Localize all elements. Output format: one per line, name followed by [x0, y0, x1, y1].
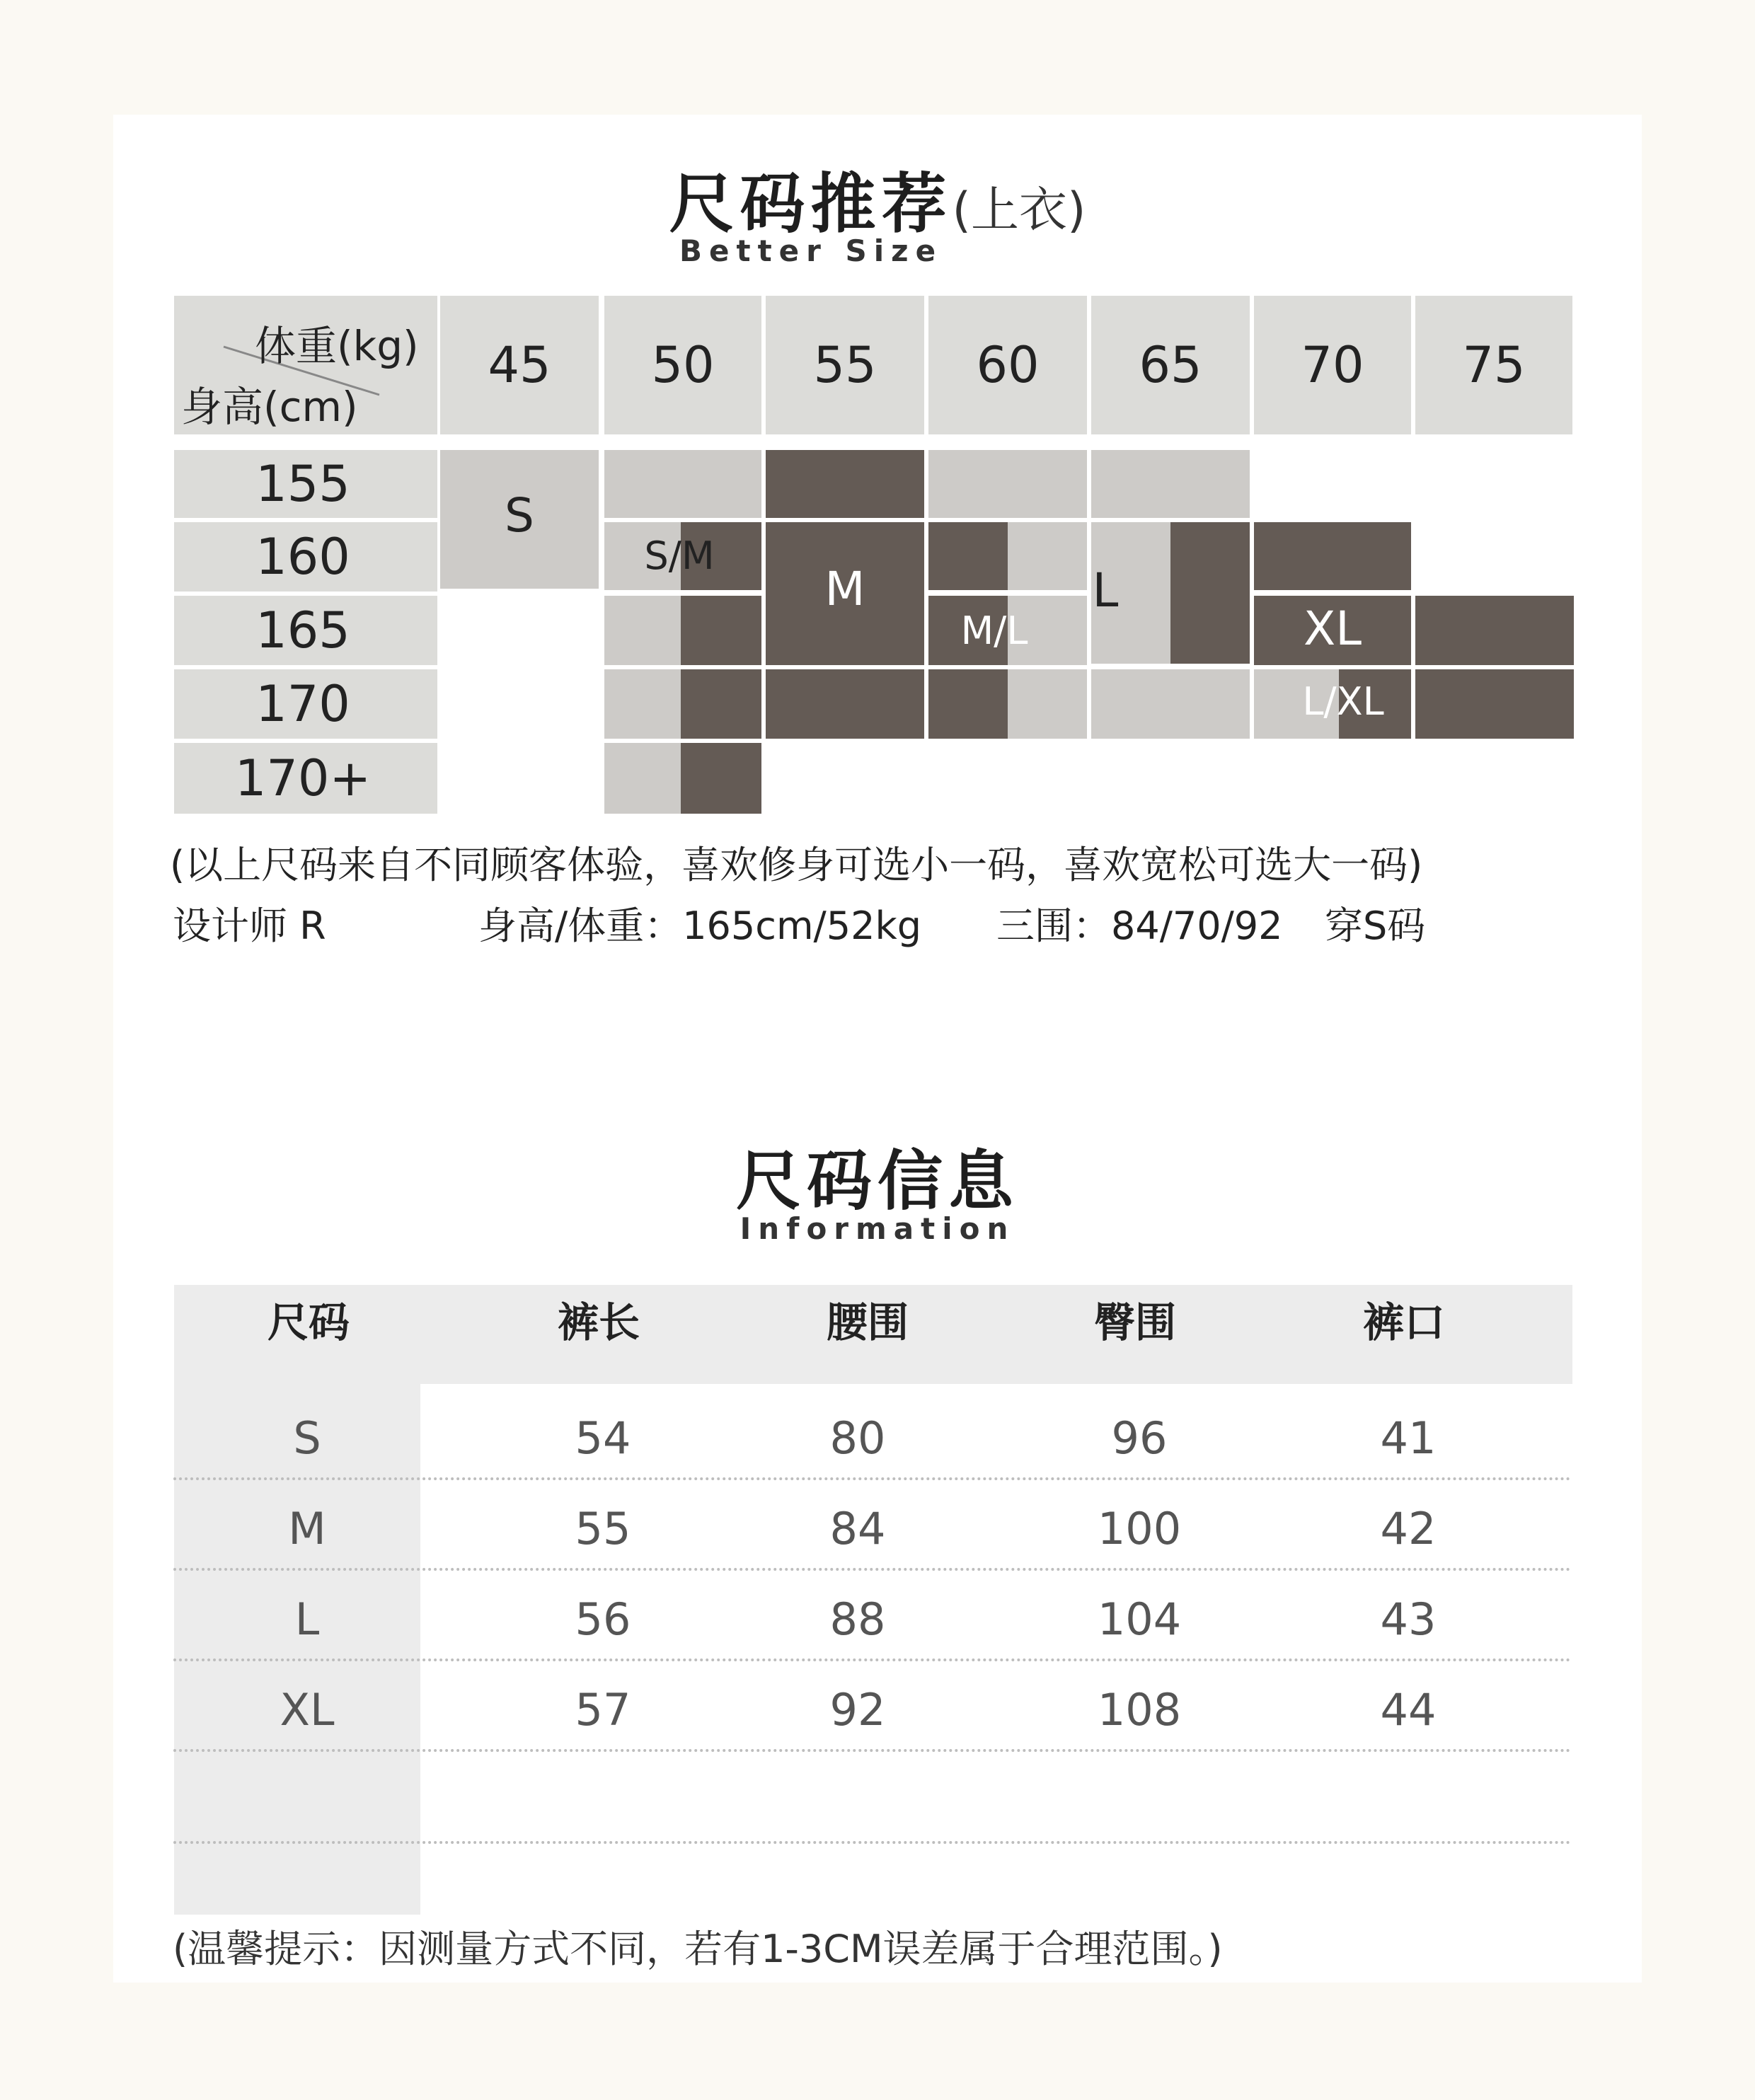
recommend-subtitle: Better Size — [679, 233, 943, 268]
measurement-cell: 42 — [1380, 1503, 1437, 1554]
measurement-cell: 100 — [1097, 1503, 1182, 1554]
measurement-cell: 57 — [575, 1684, 631, 1736]
designer-size: 穿S码 — [1325, 904, 1426, 948]
size-label-m: M — [824, 562, 865, 616]
weight-header-cell: 65 — [1091, 296, 1250, 434]
row-divider — [173, 1477, 1571, 1480]
designer-name: 设计师 R — [173, 904, 326, 948]
measurement-cell: 88 — [829, 1593, 886, 1645]
weight-header-cell: 50 — [604, 296, 761, 434]
measurement-cell: 41 — [1380, 1412, 1437, 1464]
size-label-l: L — [1092, 563, 1119, 618]
measurement-cell: 54 — [575, 1412, 631, 1464]
grid-cell — [1091, 669, 1250, 739]
grid-cell — [681, 743, 761, 814]
grid-cell — [604, 743, 681, 814]
measurement-cell: 104 — [1097, 1593, 1182, 1645]
measurement-cell: 44 — [1380, 1684, 1437, 1736]
height-header-cell: 160 — [174, 522, 437, 592]
grid-cell — [1254, 522, 1411, 590]
row-divider — [173, 1658, 1571, 1661]
measurement-cell: 56 — [575, 1593, 631, 1645]
row-divider — [173, 1749, 1571, 1752]
grid-cell — [766, 669, 924, 739]
row-divider — [173, 1568, 1571, 1571]
grid-cell — [1008, 669, 1087, 739]
info-column-header: 臀围 — [1093, 1298, 1176, 1346]
info-column-header: 裤长 — [557, 1298, 640, 1346]
info-title: 尺码信息 — [735, 1143, 1019, 1219]
size-label-m-l: M/L — [960, 608, 1028, 653]
size-cell: S — [293, 1412, 321, 1464]
recommend-title-block — [0, 152, 1755, 246]
grid-cell — [604, 596, 681, 665]
height-header-cell: 170+ — [174, 743, 437, 814]
size-cell: XL — [280, 1684, 335, 1736]
info-column-header: 尺码 — [267, 1298, 350, 1346]
info-column-header: 腰围 — [826, 1298, 909, 1346]
measurement-cell: 84 — [829, 1503, 886, 1554]
grid-cell — [1415, 669, 1574, 739]
height-axis-label: 身高(cm) — [181, 383, 358, 431]
grid-cell — [604, 669, 681, 739]
recommend-title-suffix: (上衣) — [952, 183, 1086, 238]
grid-cell — [1415, 596, 1574, 665]
grid-cell — [604, 450, 761, 518]
weight-header-cell: 75 — [1415, 296, 1572, 434]
weight-header-cell: 55 — [766, 296, 924, 434]
recommend-title: 尺码推荐 — [669, 166, 953, 242]
size-label-l-xl: L/XL — [1302, 679, 1384, 724]
recommend-note: (以上尺码来自不同顾客体验，喜欢修身可选小一码，喜欢宽松可选大一码) — [170, 843, 1423, 887]
grid-cell — [766, 450, 924, 518]
grid-cell — [681, 596, 761, 665]
weight-axis-label: 体重(kg) — [255, 322, 419, 370]
designer-height-weight: 身高/体重：165cm/52kg — [478, 904, 922, 948]
size-label-s: S — [505, 488, 534, 543]
size-label-s-m: S/M — [644, 533, 715, 578]
size-label-xl: XL — [1304, 601, 1362, 656]
weight-header-cell: 70 — [1254, 296, 1411, 434]
grid-cell — [928, 450, 1087, 518]
measurement-cell: 92 — [829, 1684, 886, 1736]
grid-cell — [681, 669, 761, 739]
grid-cell — [928, 522, 1008, 590]
size-cell: M — [288, 1503, 326, 1554]
measurement-cell: 80 — [829, 1412, 886, 1464]
measurement-tip: (温馨提示：因测量方式不同，若有1-3CM误差属于合理范围。) — [173, 1927, 1223, 1971]
weight-header-cell: 45 — [440, 296, 599, 434]
height-header-cell: 170 — [174, 669, 437, 739]
measurement-cell: 96 — [1111, 1412, 1168, 1464]
weight-header-cell: 60 — [928, 296, 1087, 434]
info-title-block — [0, 1129, 1755, 1223]
height-header-cell: 165 — [174, 596, 437, 665]
info-column-header: 裤口 — [1362, 1298, 1445, 1346]
corner-header-cell — [174, 296, 437, 434]
grid-cell — [928, 669, 1008, 739]
grid-cell — [1091, 450, 1250, 518]
height-header-cell: 155 — [174, 450, 437, 518]
designer-measurements: 三围：84/70/92 — [996, 904, 1283, 948]
grid-cell — [1170, 522, 1250, 664]
row-divider — [173, 1841, 1571, 1844]
measurement-cell: 55 — [575, 1503, 631, 1554]
measurement-cell: 108 — [1097, 1684, 1182, 1736]
size-cell: L — [294, 1593, 320, 1645]
info-subtitle: Information — [740, 1211, 1015, 1246]
measurement-cell: 43 — [1380, 1593, 1437, 1645]
